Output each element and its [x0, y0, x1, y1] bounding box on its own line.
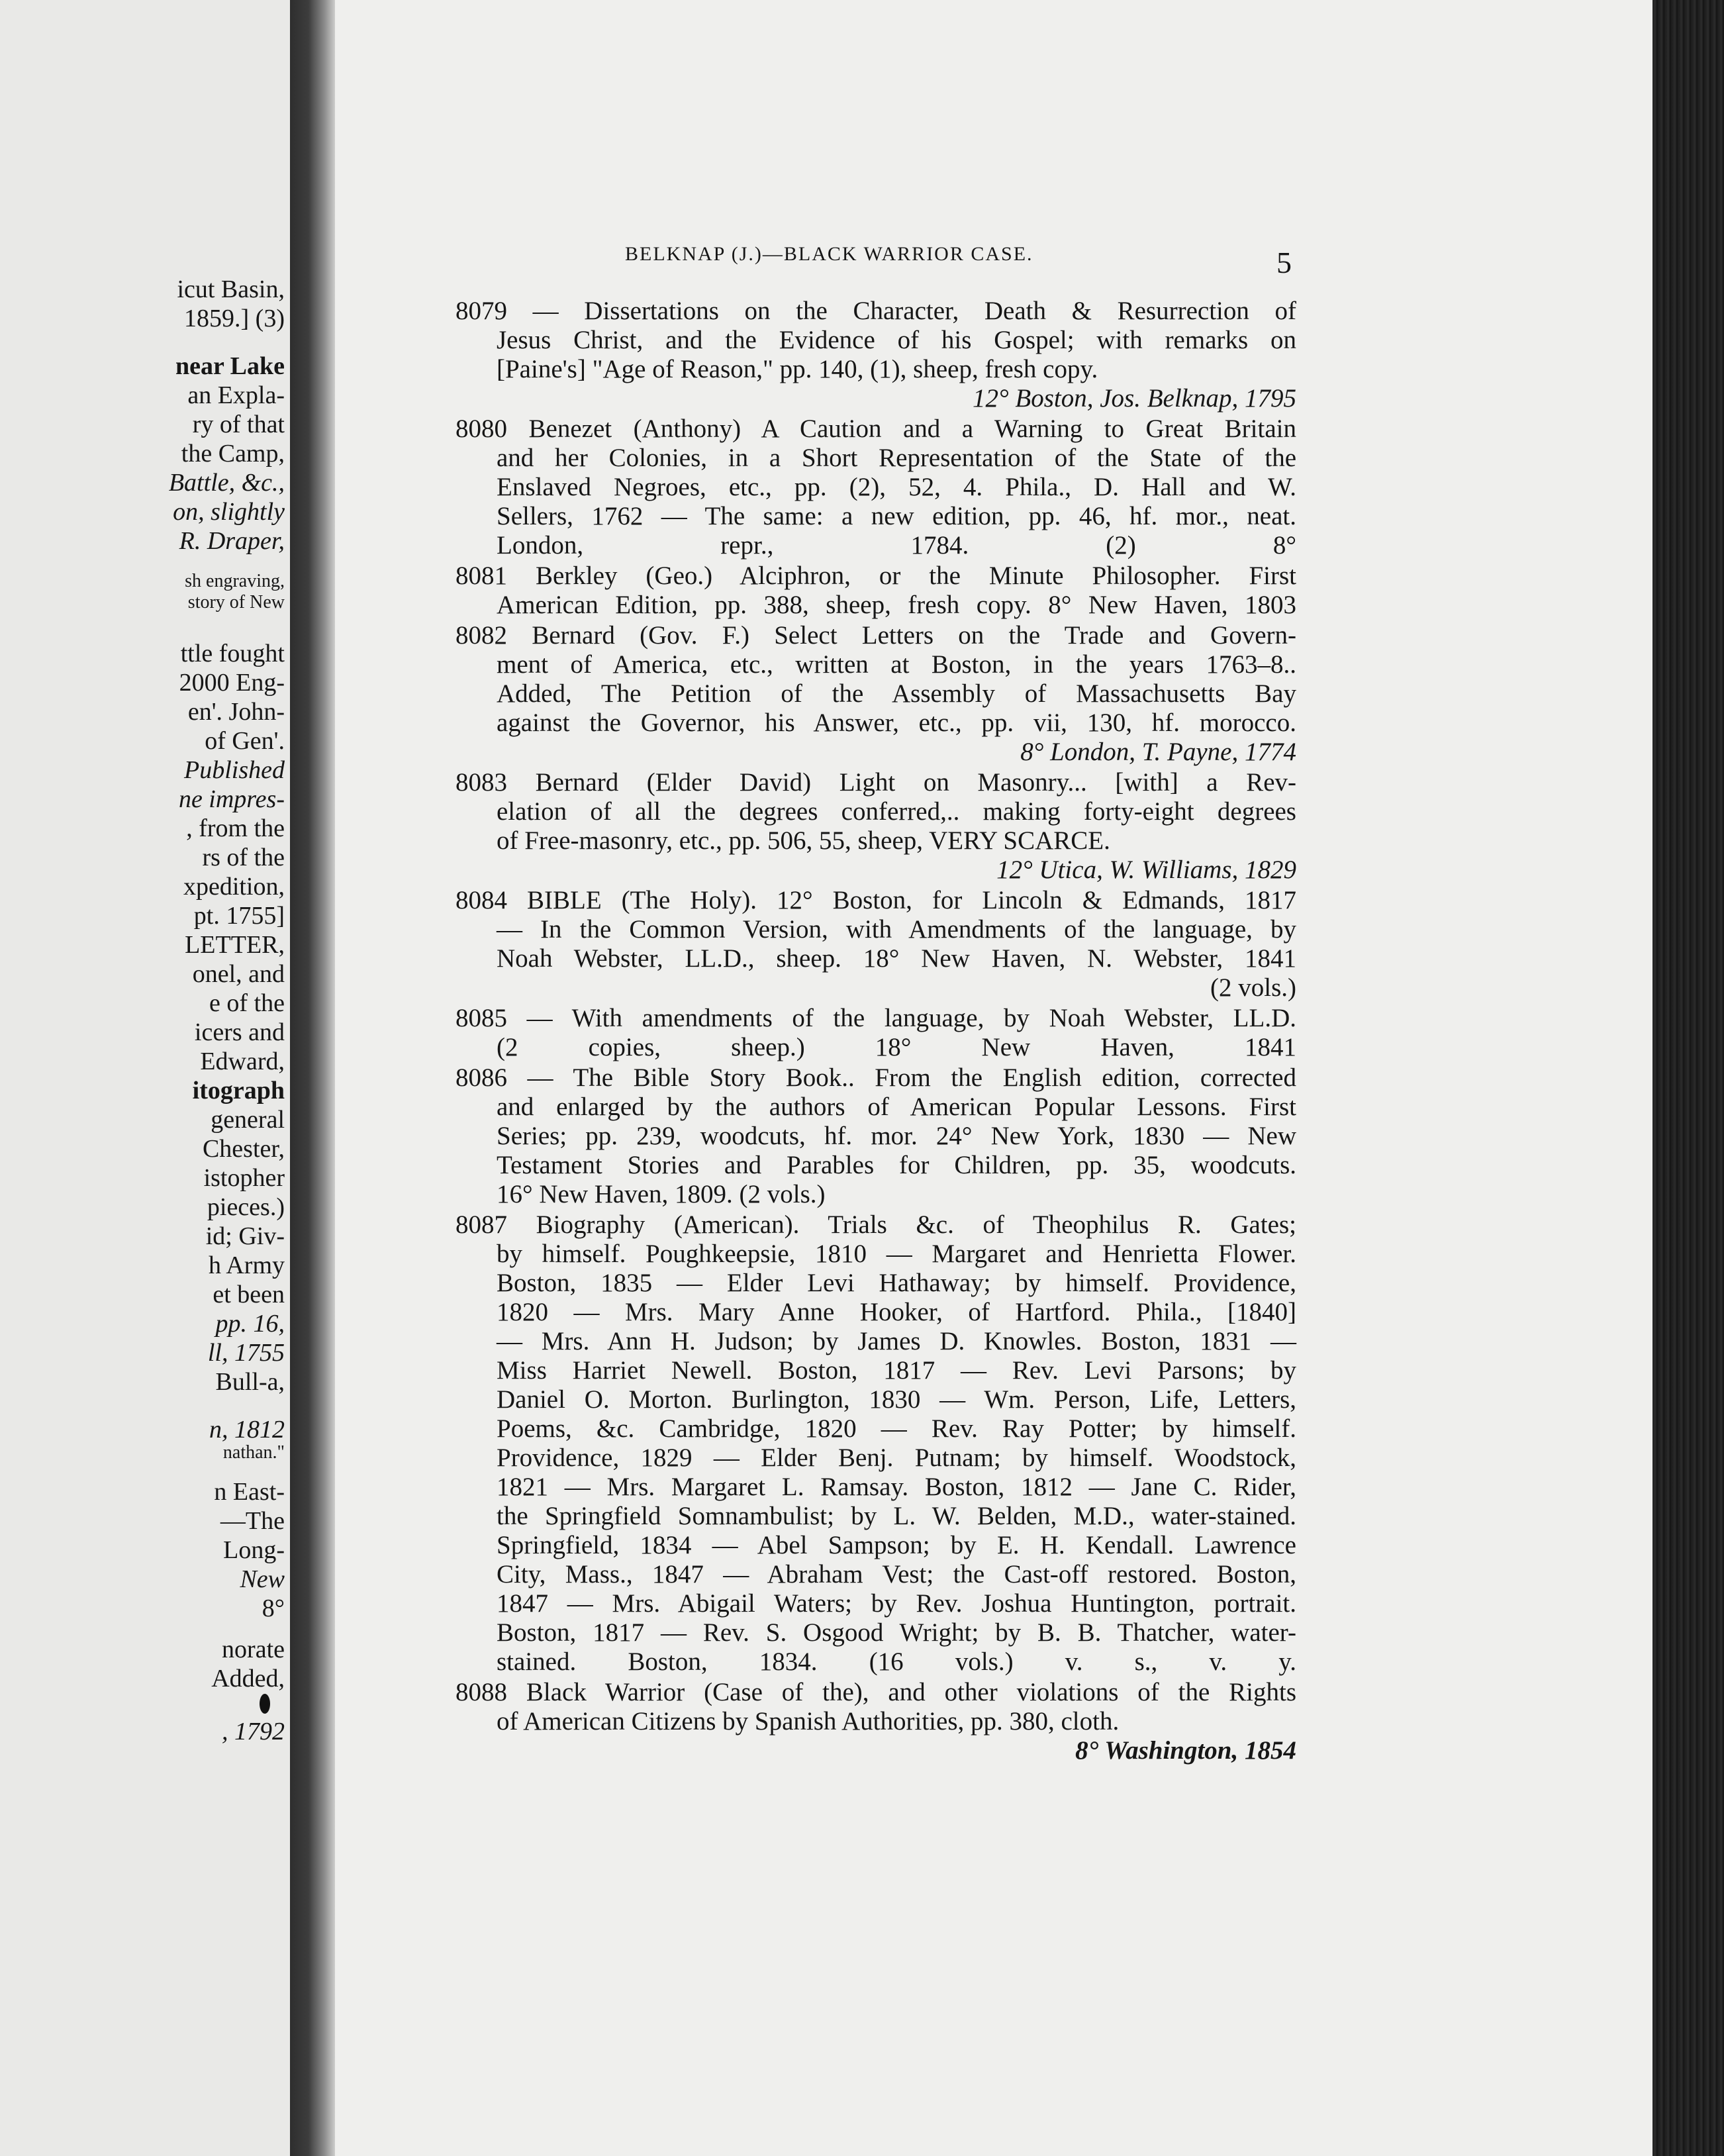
entry-line: 1820 — Mrs. Mary Anne Hooker, of Hartford. Phila., [1840] — [497, 1298, 1296, 1326]
left-page-line: ry of that — [192, 411, 285, 438]
left-page-line: ttle fought — [180, 640, 285, 667]
left-page-line: Bull-a, — [215, 1368, 285, 1396]
left-page-line: e of the — [209, 989, 285, 1017]
left-page-line: id; Giv- — [205, 1222, 285, 1250]
left-page-line: the Camp, — [181, 440, 285, 467]
entry-line: Series; pp. 239, woodcuts, hf. mor. 24° New York, 1830 — New — [497, 1122, 1296, 1150]
entry-line: 8087 Biography (American). Trials &c. of Theophilus R. Gates; — [455, 1210, 1296, 1239]
entry-line: stained. Boston, 1834. (16 vols.) v. s., v. y. — [497, 1647, 1296, 1676]
entry-line: Noah Webster, LL.D., sheep. 18° New Haven, N. Webster, 1841 — [497, 944, 1296, 973]
entry-volume-count: (2 vols.) — [1210, 973, 1296, 1002]
left-page-line: pt. 1755] — [193, 902, 285, 930]
left-page-line: R. Draper, — [179, 527, 285, 555]
entry-line: of American Citizens by Spanish Authorities, pp. 380, cloth. — [497, 1707, 1120, 1736]
entry-line: against the Governor, his Answer, etc., pp. vii, 130, hf. morocco. — [497, 709, 1296, 737]
entry-line: by himself. Poughkeepsie, 1810 — Margaret and Henrietta Flower. — [497, 1240, 1296, 1268]
left-page-line: Chester, — [202, 1135, 285, 1163]
entry-imprint: 12° Boston, Jos. Belknap, 1795 — [973, 384, 1296, 413]
entry-line: American Edition, pp. 388, sheep, fresh copy. 8° New Haven, 1803 — [497, 591, 1296, 619]
left-page-line: near Lake — [175, 352, 285, 380]
left-page-line: Published — [184, 756, 285, 784]
catalog-entry — [455, 415, 1296, 560]
catalog-entry — [455, 1678, 1296, 1765]
entry-line: 8081 Berkley (Geo.) Alciphron, or the Minute Philosopher. First — [455, 562, 1296, 590]
left-page-line: 8° — [262, 1594, 285, 1622]
entry-line: 8079 — Dissertations on the Character, Death & Resurrection of — [455, 297, 1296, 325]
left-page-line: rs of the — [202, 844, 285, 871]
entry-line: elation of all the degrees conferred,.. making forty-eight degrees — [497, 797, 1296, 826]
entry-line: 8086 — The Bible Story Book.. From the English edition, corrected — [455, 1063, 1296, 1092]
entry-line: — In the Common Version, with Amendments of the language, by — [497, 915, 1296, 944]
left-page-line: n East- — [214, 1478, 285, 1506]
entry-line: 8084 BIBLE (The Holy). 12° Boston, for Lincoln & Edmands, 1817 — [455, 886, 1296, 914]
left-facing-page — [0, 0, 291, 2156]
entry-line: London, repr., 1784. (2) 8° — [497, 531, 1296, 560]
left-page-line: ne impres- — [178, 785, 285, 813]
entry-line: 16° New Haven, 1809. (2 vols.) — [497, 1180, 826, 1208]
entry-line: Providence, 1829 — Elder Benj. Putnam; by himself. Woodstock, — [497, 1444, 1296, 1472]
entry-line: Poems, &c. Cambridge, 1820 — Rev. Ray Potter; by himself. — [497, 1414, 1296, 1443]
entry-line: Daniel O. Morton. Burlington, 1830 — Wm. Person, Life, Letters, — [497, 1385, 1296, 1414]
left-page-line: LETTER, — [185, 931, 285, 959]
catalog-entry — [455, 621, 1296, 767]
left-page-line: h Army — [208, 1251, 285, 1279]
entry-line: ment of America, etc., written at Boston, in the years 1763–8.. — [497, 650, 1296, 679]
entry-imprint: 8° London, T. Payne, 1774 — [1020, 738, 1296, 766]
running-title: BELKNAP (J.)—BLACK WARRIOR CASE. — [625, 243, 1033, 265]
entry-line: Miss Harriet Newell. Boston, 1817 — Rev. Levi Parsons; by — [497, 1356, 1296, 1385]
entry-line: (2 copies, sheep.) 18° New Haven, 1841 — [497, 1033, 1296, 1061]
page-number: 5 — [1276, 246, 1292, 279]
entry-line: [Paine's] "Age of Reason," pp. 140, (1), sheep, fresh copy. — [497, 355, 1098, 383]
left-page-line: story of New — [187, 592, 285, 612]
left-page-line: et been — [213, 1281, 285, 1308]
entry-line: and her Colonies, in a Short Representation of the State of the — [497, 444, 1296, 472]
left-page-line: on, slightly — [173, 498, 285, 526]
catalog-entry — [455, 1004, 1296, 1062]
entry-line: 8083 Bernard (Elder David) Light on Masonry... [with] a Rev- — [455, 768, 1296, 797]
book-fore-edge — [1652, 0, 1724, 2156]
entry-line: City, Mass., 1847 — Abraham Vest; the Cast-off restored. Boston, — [497, 1560, 1296, 1589]
left-page-line: general — [211, 1106, 285, 1134]
catalog-entry — [455, 1063, 1296, 1209]
left-page-line: Edward, — [200, 1048, 285, 1075]
left-page-line: istopher — [203, 1164, 285, 1192]
entry-line: Boston, 1817 — Rev. S. Osgood Wright; by B. B. Thatcher, water- — [497, 1618, 1296, 1647]
book-gutter — [290, 0, 336, 2156]
left-page-line: sh engraving, — [185, 571, 285, 591]
catalog-entry — [455, 886, 1296, 1003]
catalog-entry — [455, 1210, 1296, 1677]
left-page-line: onel, and — [192, 960, 285, 988]
entry-line: Boston, 1835 — Elder Levi Hathaway; by himself. Providence, — [497, 1269, 1296, 1297]
catalog-entry — [455, 768, 1296, 885]
left-page-line: en'. John- — [187, 698, 285, 726]
left-page-line: icut Basin, — [177, 275, 285, 303]
entry-imprint: 8° Washington, 1854 — [1075, 1736, 1296, 1765]
left-page-line: nathan." — [222, 1442, 285, 1463]
entry-line: Springfield, 1834 — Abel Sampson; by E. H. Kendall. Lawrence — [497, 1531, 1296, 1559]
left-page-line: Battle, &c., — [168, 469, 285, 497]
entry-line: 8085 — With amendments of the language, by Noah Webster, LL.D. — [455, 1004, 1296, 1032]
left-page-line: New — [240, 1565, 285, 1593]
left-page-line: xpedition, — [183, 873, 285, 901]
left-page-line: 1859.] (3) — [184, 305, 285, 332]
entry-line: Added, The Petition of the Assembly of Massachusetts Bay — [497, 679, 1296, 708]
left-page-line: 2000 Eng- — [179, 669, 285, 697]
entry-line: of Free-masonry, etc., pp. 506, 55, sheep, VERY SCARCE. — [497, 826, 1110, 855]
left-page-line: ll, 1755 — [207, 1339, 285, 1367]
entry-imprint: 12° Utica, W. Williams, 1829 — [996, 856, 1296, 884]
entry-line: and enlarged by the authors of American Popular Lessons. First — [497, 1093, 1296, 1121]
left-page-line: of Gen'. — [205, 727, 285, 755]
entry-line: the Springfield Somnambulist; by L. W. Belden, M.D., water-stained. — [497, 1502, 1296, 1530]
entry-line: Sellers, 1762 — The same: a new edition, pp. 46, hf. mor., neat. — [497, 502, 1296, 530]
left-page-line: an Expla- — [187, 381, 285, 409]
entry-line: 1821 — Mrs. Margaret L. Ramsay. Boston, 1812 — Jane C. Rider, — [497, 1473, 1296, 1501]
entry-line: 8082 Bernard (Gov. F.) Select Letters on the Trade and Govern- — [455, 621, 1296, 650]
catalog-entry — [455, 297, 1296, 413]
left-page-line: itograph — [192, 1077, 285, 1104]
left-page-line: —The — [220, 1507, 285, 1535]
left-page-line: Added, — [211, 1665, 285, 1692]
entry-line: 8080 Benezet (Anthony) A Caution and a Warning to Great Britain — [455, 415, 1296, 443]
entry-line: Enslaved Negroes, etc., pp. (2), 52, 4. Phila., D. Hall and W. — [497, 473, 1296, 501]
left-page-line: pp. 16, — [215, 1310, 285, 1338]
left-page-line: n, 1812 — [209, 1416, 285, 1444]
entry-line: Jesus Christ, and the Evidence of his Gospel; with remarks on — [497, 326, 1296, 354]
left-page-line: Long- — [223, 1536, 285, 1564]
left-page-line: norate — [222, 1636, 285, 1663]
left-page-line: icers and — [194, 1018, 285, 1046]
entry-line: 8088 Black Warrior (Case of the), and other violations of the Rights — [455, 1678, 1296, 1706]
entry-line: — Mrs. Ann H. Judson; by James D. Knowles. Boston, 1831 — — [497, 1327, 1296, 1355]
catalog-entry — [455, 562, 1296, 620]
left-page-line: , from the — [186, 814, 285, 842]
left-page-line: , 1792 — [222, 1718, 285, 1745]
entry-line: Testament Stories and Parables for Children, pp. 35, woodcuts. — [497, 1151, 1296, 1179]
ink-blot — [260, 1694, 270, 1714]
left-page-line: pieces.) — [207, 1193, 285, 1221]
entry-line: 1847 — Mrs. Abigail Waters; by Rev. Joshua Huntington, portrait. — [497, 1589, 1296, 1618]
catalog-entries — [455, 297, 1296, 1765]
